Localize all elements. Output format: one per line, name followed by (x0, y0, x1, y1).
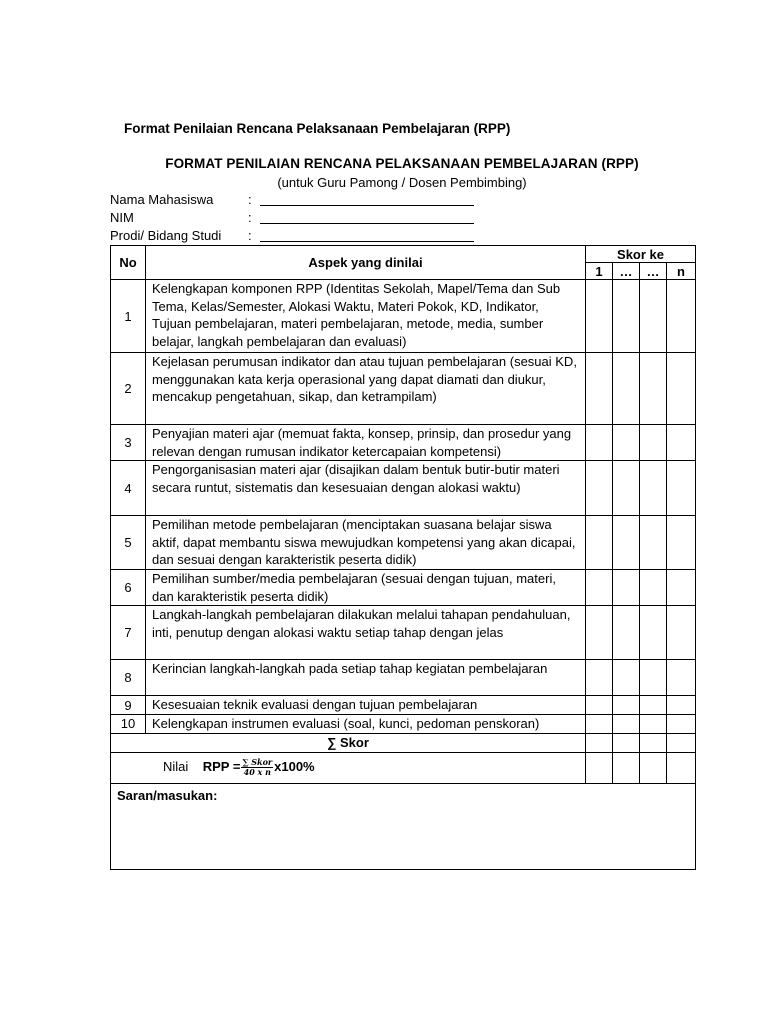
row-number: 4 (111, 461, 146, 516)
score-cell[interactable] (613, 516, 640, 570)
score-cell[interactable] (586, 570, 613, 606)
row-aspek: Pengorganisasian materi ajar (disajikan dalam bentuk butir-butir materi secara runtut, sistematis dan kesesuaian dengan alokasi waktu) (146, 461, 586, 516)
score-cell[interactable] (613, 752, 640, 783)
score-cell[interactable] (667, 733, 696, 752)
score-cell[interactable] (667, 752, 696, 783)
score-cell[interactable] (586, 425, 613, 461)
score-cell[interactable] (640, 752, 667, 783)
score-cell[interactable] (667, 570, 696, 606)
skor-col-n: n (667, 263, 696, 280)
field-blank-line[interactable] (260, 223, 474, 224)
score-cell[interactable] (640, 606, 667, 660)
table-row (111, 570, 696, 606)
score-cell[interactable] (640, 516, 667, 570)
nilai-row (111, 752, 696, 783)
score-cell[interactable] (640, 696, 667, 715)
row-aspek: Kesesuaian teknik evaluasi dengan tujuan pembelajaran (146, 696, 586, 715)
field-blank-line[interactable] (260, 241, 474, 242)
table-row (111, 280, 696, 353)
score-cell[interactable] (640, 570, 667, 606)
score-cell[interactable] (586, 696, 613, 715)
score-cell[interactable] (613, 696, 640, 715)
table-row (111, 714, 696, 733)
document-header: Format Penilaian Rencana Pelaksanaan Pembelajaran (RPP) (124, 121, 511, 136)
saran-box[interactable] (111, 783, 696, 869)
table-row (111, 696, 696, 715)
score-cell[interactable] (667, 714, 696, 733)
score-cell[interactable] (586, 353, 613, 425)
score-cell[interactable] (613, 733, 640, 752)
skor-col-1: 1 (586, 263, 613, 280)
score-cell[interactable] (613, 425, 640, 461)
score-cell[interactable] (667, 461, 696, 516)
score-cell[interactable] (613, 660, 640, 696)
col-header-aspek: Aspek yang dinilai (146, 246, 586, 280)
score-cell[interactable] (613, 570, 640, 606)
score-cell[interactable] (613, 353, 640, 425)
score-cell[interactable] (586, 714, 613, 733)
score-cell[interactable] (586, 516, 613, 570)
row-number: 2 (111, 353, 146, 425)
table-row (111, 353, 696, 425)
nilai-rpp-label: RPP = (202, 759, 241, 774)
formula-suffix: x100% (274, 759, 315, 774)
row-aspek: Kelengkapan komponen RPP (Identitas Sekolah, Mapel/Tema dan Sub Tema, Kelas/Semester, Alokasi Waktu, Materi Pokok, KD, Indikator, Tujuan pembelajaran, materi pembelajaran, metode, media, sumber belajar, langkah pembelajaran dan evaluasi) (146, 280, 586, 353)
row-number: 7 (111, 606, 146, 660)
row-aspek: Kerincian langkah-langkah pada setiap tahap kegiatan pembelajaran (146, 660, 586, 696)
nilai-label: Nilai (163, 759, 189, 774)
table-row (111, 461, 696, 516)
score-cell[interactable] (613, 280, 640, 353)
assessment-table (110, 245, 696, 870)
row-number: 8 (111, 660, 146, 696)
row-number: 9 (111, 696, 146, 715)
score-cell[interactable] (667, 353, 696, 425)
sum-row (111, 733, 696, 752)
row-aspek: Kejelasan perumusan indikator dan atau tujuan pembelajaran (sesuai KD, menggunakan kata kerja operasional yang dapat diamati dan diukur, mencakup pengetahuan, sikap, dan ketrampilam) (146, 353, 586, 425)
col-header-no: No (111, 246, 146, 280)
score-cell[interactable] (586, 660, 613, 696)
skor-col-2: … (613, 263, 640, 280)
score-cell[interactable] (586, 752, 613, 783)
table-row (111, 660, 696, 696)
row-number: 6 (111, 570, 146, 606)
score-cell[interactable] (640, 660, 667, 696)
score-cell[interactable] (613, 606, 640, 660)
score-cell[interactable] (640, 461, 667, 516)
score-cell[interactable] (667, 696, 696, 715)
row-aspek: Kelengkapan instrumen evaluasi (soal, kunci, pedoman penskoran) (146, 714, 586, 733)
formula-denominator: 40 x n (243, 767, 271, 778)
saran-row (111, 783, 696, 869)
table-row (111, 516, 696, 570)
field-label: Nama Mahasiswa (110, 192, 214, 207)
score-cell[interactable] (613, 461, 640, 516)
score-cell[interactable] (586, 733, 613, 752)
score-cell[interactable] (640, 280, 667, 353)
row-aspek: Penyajian materi ajar (memuat fakta, konsep, prinsip, dan prosedur yang relevan dengan rumusan indikator ketercapaian kompetensi) (146, 425, 586, 461)
row-aspek: Pemilihan metode pembelajaran (menciptakan suasana belajar siswa aktif, dapat membantu siswa mewujudkan kompetensi yang akan dicapai, dan sesuai dengan karakteristik peserta didik) (146, 516, 586, 570)
score-cell[interactable] (640, 714, 667, 733)
row-aspek: Langkah-langkah pembelajaran dilakukan melalui tahapan pendahuluan, inti, penutup dengan alokasi waktu setiap tahap dengan jelas (146, 606, 586, 660)
score-cell[interactable] (667, 280, 696, 353)
row-number: 10 (111, 714, 146, 733)
score-cell[interactable] (667, 425, 696, 461)
form-subtitle: (untuk Guru Pamong / Dosen Pembimbing) (277, 175, 527, 190)
formula-numerator: ∑ Skor (242, 757, 273, 768)
score-cell[interactable] (640, 425, 667, 461)
field-colon: : (248, 192, 252, 207)
score-cell[interactable] (586, 606, 613, 660)
skor-col-3: … (640, 263, 667, 280)
formula-fraction (241, 758, 273, 777)
score-cell[interactable] (667, 660, 696, 696)
score-cell[interactable] (613, 714, 640, 733)
row-number: 1 (111, 280, 146, 353)
field-blank-line[interactable] (260, 205, 474, 206)
score-cell[interactable] (640, 353, 667, 425)
score-cell[interactable] (667, 516, 696, 570)
table-row (111, 606, 696, 660)
row-aspek: Pemilihan sumber/media pembelajaran (sesuai dengan tujuan, materi, dan karakteristik peserta didik) (146, 570, 586, 606)
score-cell[interactable] (586, 461, 613, 516)
field-label: Prodi/ Bidang Studi (110, 228, 222, 243)
row-number: 5 (111, 516, 146, 570)
saran-label: Saran/masukan: (117, 787, 218, 803)
sum-label: ∑ Skor (111, 733, 586, 752)
score-cell[interactable] (667, 606, 696, 660)
table-row (111, 425, 696, 461)
col-header-skor: Skor ke (586, 246, 696, 263)
score-cell[interactable] (586, 280, 613, 353)
form-title: FORMAT PENILAIAN RENCANA PELAKSANAAN PEMBELAJARAN (RPP) (165, 156, 639, 171)
row-number: 3 (111, 425, 146, 461)
field-colon: : (248, 210, 252, 225)
nilai-formula (111, 752, 586, 783)
field-label: NIM (110, 210, 134, 225)
score-cell[interactable] (640, 733, 667, 752)
field-colon: : (248, 228, 252, 243)
